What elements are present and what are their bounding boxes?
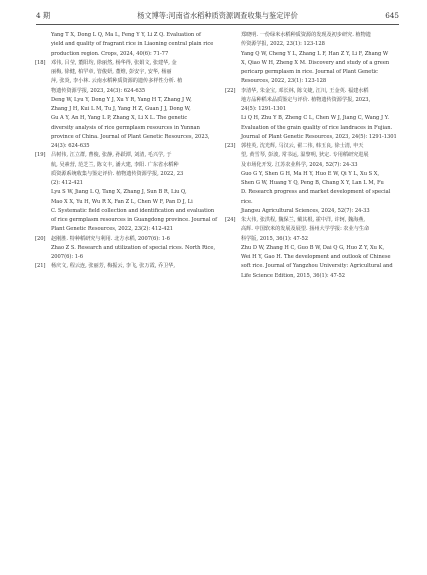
reference-line: C. Systematic field collection and identification and evaluation [51, 207, 215, 214]
reference-line: 物遗传资源学报, 2023, 24(3): 624-635 [51, 87, 146, 94]
reference-number: [20] [35, 235, 46, 242]
reference-line: province of China. Journal of Plant Genetic Resources, 2023, [51, 133, 210, 140]
reference-line: 朱大伟, 张洪程, 魏保兰, 戴其根, 霍中洋, 许轲, 魏海燕, [241, 217, 366, 223]
reference-line: 航, 吴素营, 范芝兰, 陈文丰, 潘大建, 李阳. 广东省水稻种 [51, 161, 179, 168]
reference-line: yield and quality of fragrant rice in Liaoning central plain rice [51, 41, 214, 48]
reference-line: production region. Crops, 2024, 40(6): 71-77 [51, 50, 169, 57]
reference-entry [225, 31, 400, 87]
reference-line: Wei H Y, Gao H. The development and outlook of Chinese [241, 254, 391, 260]
reference-line: 高辉. 中国软米的发展及展望. 扬州大学学报: 农业与生命 [241, 226, 370, 233]
reference-line: 丽梅, 徐健, 柏罕章, 管俊妍, 董维, 彭安宇, 安华, 杨丽 [51, 69, 172, 75]
reference-line: Resources, 2022, 23(1): 123-128 [241, 78, 327, 85]
running-header [36, 11, 399, 23]
reference-number: [19] [35, 152, 46, 159]
reference-number: [18] [35, 59, 46, 66]
reference-line: diversity analysis of rice germplasm resources in Yunnan [51, 124, 200, 131]
left-reference-column [35, 31, 218, 272]
reference-line: 24(5): 1291-1301 [241, 106, 287, 112]
right-reference-column [225, 31, 400, 281]
reference-line: Zhu D W, Zhang H C, Guo B W, Dai Q G, Huo Z Y, Xu K, [241, 244, 385, 251]
reference-entry [225, 216, 400, 281]
reference-line: 及市场化开发. 江苏农业科学, 2024, 52(7): 24-33 [241, 161, 358, 168]
running-title: 杨文博等:河南省水稻种质资源调查收集与鉴定评价 [137, 11, 298, 20]
reference-line: Mao X X, Yu H, Wu R X, Fan Z L, Chen W F, Pan D J, Li [51, 198, 193, 205]
reference-line: Guo G Y, Shen G H, Ma H Y, Huo E W, Qi Y L, Xu S X, [241, 170, 380, 177]
reference-line: Yang Q W, Cheng Y L, Zhang L F, Han Z Y, Li F, Zhang W [241, 50, 389, 57]
reference-line: 李清华, 朱金宝, 邓长林, 陈文婕, 江川, 王金英. 福建水稻 [241, 87, 369, 94]
reference-entry [35, 235, 218, 263]
reference-number: [24] [225, 217, 236, 223]
issue-number: 4 期 [36, 11, 51, 20]
reference-line: X, Qiao W H, Zheng X M. Discovery and study of a green [241, 59, 390, 66]
reference-line: Gu A Y, An H, Yang L P, Zhang X, Li X L. The genetic [51, 115, 188, 122]
reference-line: D. Research progress and market development of special rice. [241, 189, 391, 205]
reference-line: Life Science Edition, 2015, 36(1): 47-52 [241, 272, 346, 279]
reference-entry [225, 87, 400, 143]
reference-line: Deng W, Lyu Y, Dong Y J, Xu Y R, Yang H T, Zhang J W, [51, 96, 192, 103]
header-rule [36, 24, 399, 25]
reference-entry [35, 31, 218, 59]
reference-number: [21] [35, 263, 46, 270]
reference-line: soft rice. Journal of Yangzhou University: Agricultural and [241, 263, 393, 270]
reference-line: Zhang J H, Kui L M, Tu J, Yang H Z, Guan J J, Dong W, [51, 106, 191, 112]
reference-entry [225, 142, 400, 216]
reference-line: pericarp germplasm in rice. Journal of Plant Genetic [241, 69, 378, 75]
reference-number: [23] [225, 143, 236, 149]
reference-line: Shen G W, Huang Y Q, Peng B, Chang X Y, Lan L M, Fu [241, 180, 384, 186]
page-number: 645 [385, 11, 399, 20]
reference-line: Jiangsu Agricultural Sciences, 2024, 52(7): 24-33 [241, 207, 370, 214]
reference-line: 传资源学报, 2022, 23(1): 123-128 [241, 41, 325, 48]
reference-line: 吕树伟, 江立群, 曹俊, 张静, 孙跃潭, 刘清, 毛兴学, 于 [51, 152, 172, 159]
reference-number: [22] [225, 87, 236, 94]
reference-line: Li Q H, Zhu Y B, Zheng C L, Chen W J, Jiang C, Wang J Y. [241, 115, 389, 122]
reference-line: Journal of Plant Genetic Resources, 2023, 24(5): 1291-1301 [241, 133, 397, 140]
reference-line: 邓伟, 吕莹, 董阳均, 徐丽然, 杨华得, 张娟文, 张建华, 金 [51, 59, 177, 66]
reference-line: of rice germplasm resources in Guangdong province. Journal of [51, 217, 218, 223]
reference-line: 萍, 张炎, 李小林. 云南水稻种质资源的遗传多样性分析. 植 [51, 78, 183, 85]
reference-line: 24(3): 624-635 [51, 143, 90, 149]
reference-line: 地方品种稻米品质鉴定与评价. 植物遗传资源学报, 2023, [241, 96, 371, 103]
reference-line: Evaluation of the grain quality of rice landraces in Fujian. [241, 124, 393, 131]
reference-entry [35, 59, 218, 152]
reference-line: 2007(6): 1-6 [51, 254, 84, 260]
reference-line: 望, 黄雪琴, 彭波, 常书运, 温黎明, 狄定. 专用稻研究进展 [241, 152, 369, 159]
reference-line: Yang T X, Dong L Q, Ma L, Feng Y Y, Li Z Q. Evaluation of [51, 32, 201, 38]
reference-line: 质资源系统收集与鉴定评价. 植物遗传资源学报, 2022, 23 [51, 170, 184, 177]
reference-entry [35, 262, 218, 271]
reference-line: 科学版, 2015, 36(1): 47-52 [241, 235, 309, 242]
reference-line: (2): 412-421 [51, 180, 84, 186]
reference-line: 郑晓明. 一份绿米水稻种质资源的发现及初步研究. 植物遗 [241, 32, 371, 38]
reference-line: 郭桂英, 沈光辉, 马汉云, 翟二伟, 韩玉良, 徐士清, 申天 [241, 143, 364, 149]
reference-line: Zhao Z S. Research and utilization of special rices. North Rice, [51, 244, 216, 251]
reference-line: 赵刚胜. 特种稻研究与利用. 北方水稻, 2007(6): 1-6 [51, 235, 170, 242]
reference-line: Plant Genetic Resources, 2022, 23(2): 412-421 [51, 226, 174, 233]
reference-line: Lyu S W, Jiang L Q, Tang X, Zhang J, Sun B R, Liu Q, [51, 189, 187, 196]
reference-line: 杨庆文, 程云连, 张丽芳, 梅振云, 李飞, 张万霞, 乔卫华, [51, 263, 176, 270]
reference-entry [35, 151, 218, 234]
